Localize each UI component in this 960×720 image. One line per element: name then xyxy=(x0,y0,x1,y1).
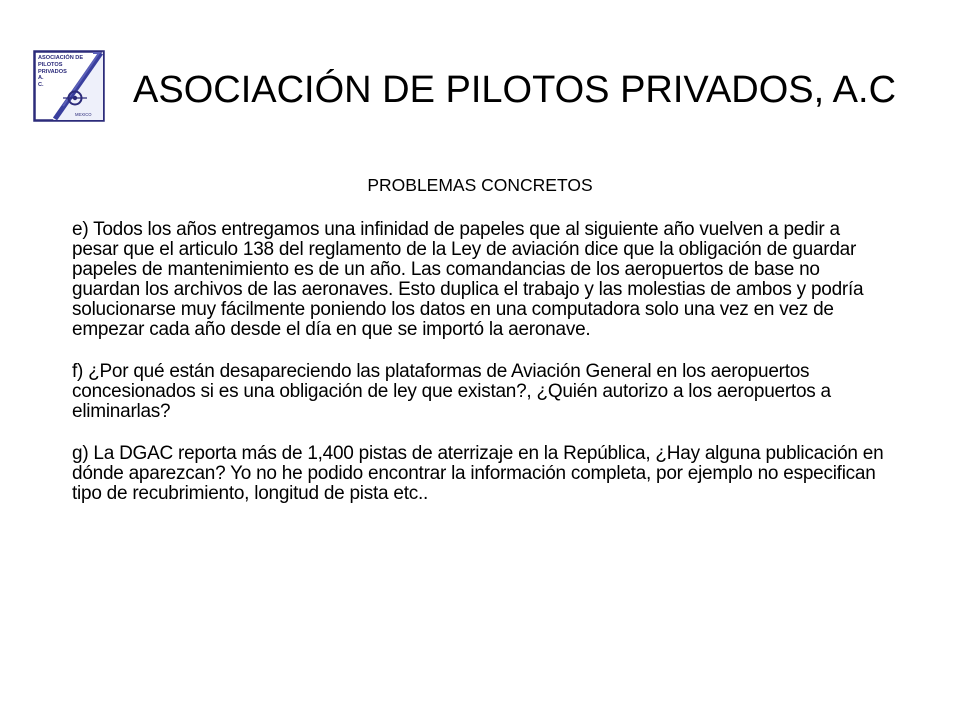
section-heading: PROBLEMAS CONCRETOS xyxy=(367,175,593,195)
logo-line: PRIVADOS xyxy=(38,68,67,75)
logo-line: PILOTOS xyxy=(38,61,63,68)
paragraph-f: f) ¿Por qué están desapareciendo las plataformas de Aviación General en los aeropuertos concesionados si es una obligación de ley que existan?, ¿Quién autorizo a los aeropuertos a eliminarlas? xyxy=(72,361,831,422)
association-logo-icon xyxy=(33,50,105,122)
logo-line: C. xyxy=(38,82,44,89)
logo-country: MEXICO xyxy=(75,112,92,117)
logo-text xyxy=(38,55,83,89)
page-title: ASOCIACIÓN DE PILOTOS PRIVADOS, A.C xyxy=(133,69,897,111)
paragraph-g: g) La DGAC reporta más de 1,400 pistas de aterrizaje en la República, ¿Hay alguna publicación en dónde aparezcan? Yo no he podido encontrar la información completa, por ejemplo no especifican tipo de recubrimiento, longitud de pista etc.. xyxy=(72,443,884,504)
logo-line: ASOCIACIÓN DE xyxy=(38,55,84,61)
paragraph-e: e) Todos los años entregamos una infinidad de papeles que al siguiente año vuelven a pedir a pesar que el articulo 138 del reglamento de la Ley de aviación dice que la obligación de guardar papeles de mantenimiento es de un año. Las comandancias de los aeropuertos de base no guardan los archivos de las aeronaves. Esto duplica el trabajo y las molestias de ambos y podría solucionarse muy fácilmente poniendo los datos en una computadora solo una vez en vez de empezar cada año desde el día en que se importó la aeronave. xyxy=(72,219,864,340)
logo-line: A. xyxy=(38,75,44,82)
content-body xyxy=(72,220,884,526)
